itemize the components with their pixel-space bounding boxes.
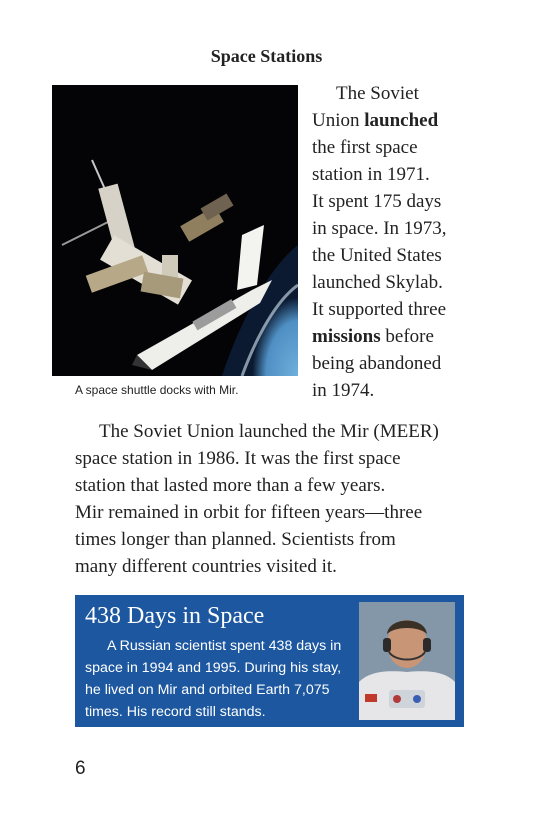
paragraph-line: The Soviet Union launched the Mir (MEER) bbox=[99, 421, 439, 442]
paragraph-line: space station in 1986. It was the first space bbox=[75, 448, 401, 469]
paragraph-line: times longer than planned. Scientists from bbox=[75, 529, 396, 550]
cosmonaut-illustration bbox=[359, 602, 455, 720]
sidebar-line: space in 1994 and 1995. During his stay, bbox=[85, 660, 342, 676]
intro-line: The Soviet bbox=[336, 83, 419, 104]
body-paragraph bbox=[75, 418, 475, 580]
intro-line: the first space bbox=[312, 137, 418, 158]
sidebar-title: 438 Days in Space bbox=[85, 603, 265, 629]
keyword-missions: missions bbox=[312, 326, 381, 347]
intro-line: It spent 175 days bbox=[312, 191, 442, 212]
space-station-illustration bbox=[52, 85, 298, 376]
paragraph-line: many different countries visited it. bbox=[75, 556, 337, 577]
intro-text bbox=[312, 80, 477, 404]
intro-line: missions before bbox=[312, 326, 434, 347]
sidebar-line: he lived on Mir and orbited Earth 7,075 bbox=[85, 682, 330, 698]
cosmonaut-photo bbox=[359, 602, 455, 720]
intro-line: launched Skylab. bbox=[312, 272, 443, 293]
intro-line: station in 1971. bbox=[312, 164, 430, 185]
sidebar-line: times. His record still stands. bbox=[85, 704, 266, 720]
sidebar-text bbox=[85, 635, 350, 723]
paragraph-line: station that lasted more than a few years. bbox=[75, 475, 386, 496]
keyword-launched: launched bbox=[364, 110, 439, 131]
page-title: Space Stations bbox=[210, 46, 323, 66]
paragraph-line: Mir remained in orbit for fifteen years—three bbox=[75, 502, 423, 523]
photo-caption: A space shuttle docks with Mir. bbox=[75, 383, 239, 397]
sidebar-line: A Russian scientist spent 438 days in bbox=[107, 638, 342, 654]
space-shuttle-mir-photo bbox=[52, 85, 298, 376]
intro-line: the United States bbox=[312, 245, 442, 266]
intro-line: in 1974. bbox=[312, 380, 375, 401]
fact-sidebar bbox=[75, 595, 464, 727]
intro-line: It supported three bbox=[312, 299, 447, 320]
intro-line: in space. In 1973, bbox=[312, 218, 447, 239]
intro-line: being abandoned bbox=[312, 353, 442, 374]
intro-line: Union launched bbox=[312, 110, 439, 131]
page-number: 6 bbox=[75, 758, 86, 779]
